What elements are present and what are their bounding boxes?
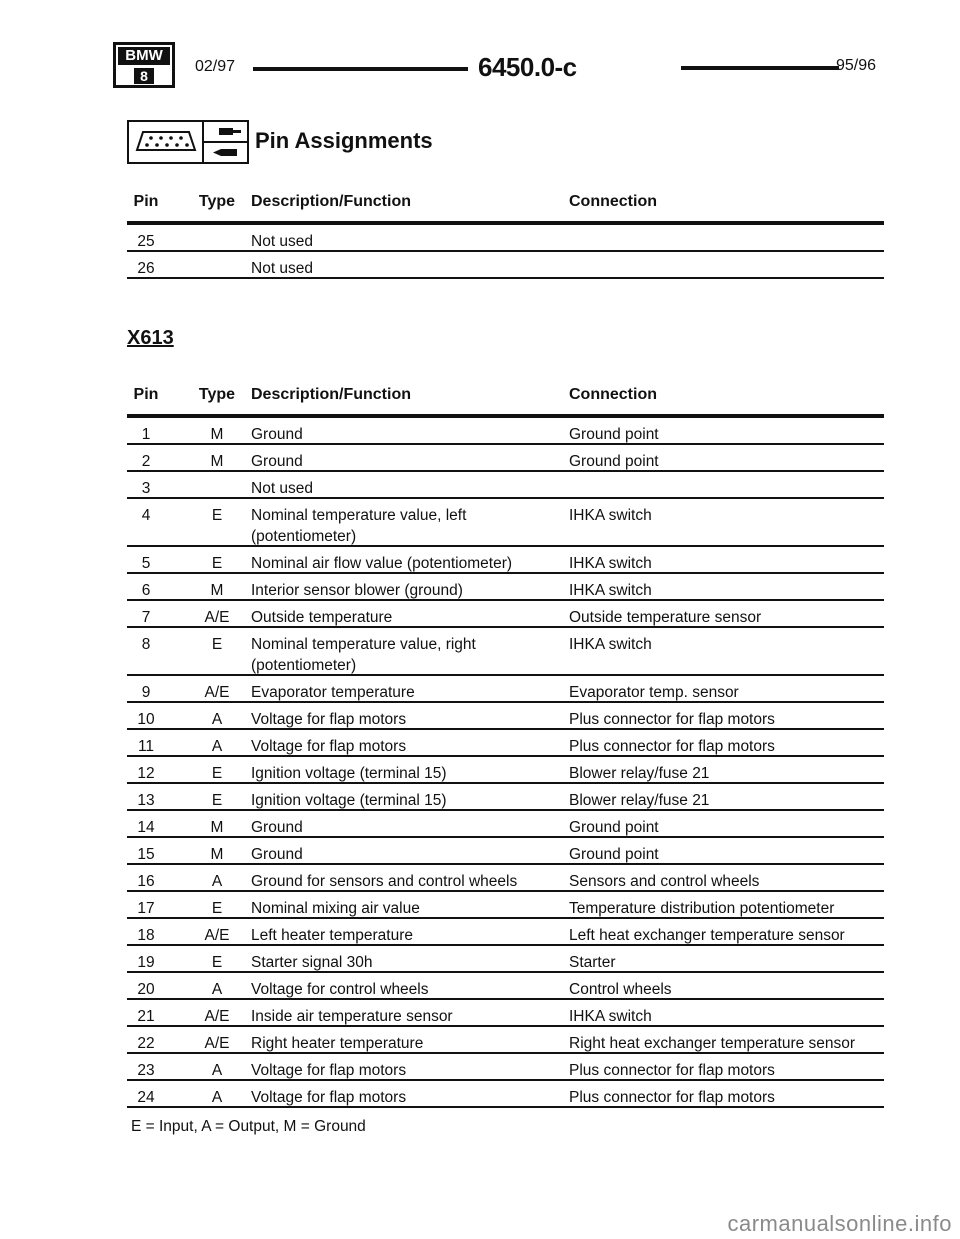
col-pin: Pin xyxy=(133,193,159,210)
description-cell: Voltage for flap motors xyxy=(251,1062,407,1079)
type-cell: E xyxy=(211,954,223,971)
description-cell: Voltage for flap motors xyxy=(251,1089,407,1106)
table-row xyxy=(127,919,884,946)
pin-cell: 21 xyxy=(137,1008,155,1025)
description-cell: Nominal mixing air value xyxy=(251,900,420,917)
table-row xyxy=(127,601,884,628)
pin-cell: 23 xyxy=(137,1062,155,1079)
table-row xyxy=(127,418,884,445)
table-body xyxy=(127,418,884,1108)
description-cell: Outside temperature xyxy=(251,609,393,626)
connection-cell: Ground point xyxy=(569,426,659,443)
type-cell: A/E xyxy=(204,1035,230,1052)
type-cell: A xyxy=(211,1062,223,1079)
col-connection: Connection xyxy=(569,386,657,403)
type-legend: E = Input, A = Output, M = Ground xyxy=(131,1118,366,1135)
connector-icon xyxy=(131,122,201,162)
type-cell: E xyxy=(211,765,223,782)
description-cell: Nominal temperature value, left xyxy=(251,507,467,524)
connection-cell: Sensors and control wheels xyxy=(569,873,760,890)
pin-cell: 2 xyxy=(141,453,151,470)
table-row xyxy=(127,811,884,838)
table-row xyxy=(127,1000,884,1027)
pin-cell: 9 xyxy=(141,684,151,701)
description-cell: Nominal temperature value, right xyxy=(251,636,476,653)
table-header xyxy=(127,386,884,414)
table-row xyxy=(127,1027,884,1054)
section-icon-box xyxy=(127,120,249,164)
page-header xyxy=(113,40,876,90)
type-cell: M xyxy=(210,426,224,443)
col-description: Description/Function xyxy=(251,193,411,210)
pin-cell: 15 xyxy=(137,846,155,863)
description-cell-line2: (potentiometer) xyxy=(251,528,357,545)
pin-cell: 19 xyxy=(137,954,155,971)
connection-cell: Ground point xyxy=(569,846,659,863)
type-cell: A xyxy=(211,738,223,755)
description-cell: Nominal air flow value (potentiometer) xyxy=(251,555,513,572)
description-cell: Not used xyxy=(251,260,314,277)
pin-cell: 13 xyxy=(137,792,155,809)
connection-cell: Evaporator temp. sensor xyxy=(569,684,739,701)
description-cell: Starter signal 30h xyxy=(251,954,373,971)
connector-title-x613: X613 xyxy=(127,327,174,349)
pin-cell: 16 xyxy=(137,873,155,890)
description-cell: Ground for sensors and control wheels xyxy=(251,873,518,890)
type-cell: E xyxy=(211,636,223,653)
table-row xyxy=(127,1054,884,1081)
table-body xyxy=(127,225,884,279)
connection-cell: IHKA switch xyxy=(569,507,652,524)
table-row xyxy=(127,676,884,703)
table-header xyxy=(127,193,884,221)
connection-cell: Blower relay/fuse 21 xyxy=(569,765,710,782)
pin-cell: 12 xyxy=(137,765,155,782)
type-cell: A xyxy=(211,1089,223,1106)
header-rule-right xyxy=(681,66,839,70)
description-cell: Ground xyxy=(251,819,303,836)
connection-cell: Ground point xyxy=(569,819,659,836)
type-cell: A xyxy=(211,711,223,728)
plug-icon xyxy=(204,122,247,162)
connection-cell: Blower relay/fuse 21 xyxy=(569,792,710,809)
type-cell: E xyxy=(211,900,223,917)
connection-cell: Control wheels xyxy=(569,981,672,998)
type-cell: A xyxy=(211,981,223,998)
table-row xyxy=(127,973,884,1000)
logo-bottom: 8 xyxy=(134,68,154,84)
pin-cell: 20 xyxy=(137,981,155,998)
pin-cell: 5 xyxy=(141,555,151,572)
description-cell: Voltage for control wheels xyxy=(251,981,429,998)
bmw-8-logo xyxy=(113,42,175,88)
pin-cell: 22 xyxy=(137,1035,155,1052)
header-rule-left xyxy=(253,67,468,71)
type-cell: E xyxy=(211,507,223,524)
connection-cell: Outside temperature sensor xyxy=(569,609,762,626)
table-row xyxy=(127,730,884,757)
table-row xyxy=(127,225,884,252)
pin-table-continued xyxy=(127,193,884,279)
connection-cell: IHKA switch xyxy=(569,636,652,653)
connection-cell: Left heat exchanger temperature sensor xyxy=(569,927,845,944)
type-cell: A/E xyxy=(204,1008,230,1025)
connection-cell: Plus connector for flap motors xyxy=(569,1089,775,1106)
pin-cell: 10 xyxy=(137,711,155,728)
watermark: carmanualsonline.info xyxy=(727,1211,952,1236)
type-cell: M xyxy=(210,846,224,863)
connection-cell: Right heat exchanger temperature sensor xyxy=(569,1035,856,1052)
pin-cell: 1 xyxy=(141,426,151,443)
header-date: 02/97 xyxy=(195,58,236,75)
table-row xyxy=(127,628,884,676)
description-cell: Not used xyxy=(251,233,314,250)
description-cell: Evaporator temperature xyxy=(251,684,415,701)
doc-number: 6450.0-c xyxy=(478,52,577,82)
description-cell: Ground xyxy=(251,426,303,443)
model-year: 95/96 xyxy=(835,57,876,74)
description-cell: Ignition voltage (terminal 15) xyxy=(251,765,447,782)
connection-cell: IHKA switch xyxy=(569,555,652,572)
description-cell: Ground xyxy=(251,846,303,863)
table-row xyxy=(127,865,884,892)
table-row xyxy=(127,784,884,811)
type-cell: E xyxy=(211,555,223,572)
pin-cell: 25 xyxy=(137,233,155,250)
pin-cell: 14 xyxy=(137,819,155,836)
col-type: Type xyxy=(198,193,236,210)
description-cell: Ignition voltage (terminal 15) xyxy=(251,792,447,809)
description-cell: Ground xyxy=(251,453,303,470)
table-row xyxy=(127,757,884,784)
pin-cell: 7 xyxy=(141,609,151,626)
description-cell-line2: (potentiometer) xyxy=(251,657,357,674)
pin-cell: 3 xyxy=(141,480,151,497)
description-cell: Voltage for flap motors xyxy=(251,711,407,728)
table-row xyxy=(127,1081,884,1108)
table-row xyxy=(127,703,884,730)
description-cell: Interior sensor blower (ground) xyxy=(251,582,463,599)
table-row xyxy=(127,499,884,547)
table-row xyxy=(127,574,884,601)
connection-cell: Starter xyxy=(569,954,616,971)
type-cell: E xyxy=(211,792,223,809)
connection-cell: Plus connector for flap motors xyxy=(569,711,775,728)
type-cell: A/E xyxy=(204,684,230,701)
pin-cell: 26 xyxy=(137,260,155,277)
connection-cell: IHKA switch xyxy=(569,1008,652,1025)
pin-cell: 8 xyxy=(141,636,151,653)
table-row xyxy=(127,252,884,279)
type-cell: A/E xyxy=(204,927,230,944)
description-cell: Inside air temperature sensor xyxy=(251,1008,453,1025)
type-cell: A/E xyxy=(204,609,230,626)
description-cell: Voltage for flap motors xyxy=(251,738,407,755)
type-cell: M xyxy=(210,582,224,599)
table-row xyxy=(127,445,884,472)
type-cell: A xyxy=(211,873,223,890)
connection-cell: Plus connector for flap motors xyxy=(569,738,775,755)
logo-top: BMW xyxy=(118,47,170,65)
type-cell: M xyxy=(210,453,224,470)
col-type: Type xyxy=(198,386,236,403)
pin-cell: 17 xyxy=(137,900,155,917)
pin-cell: 24 xyxy=(137,1089,155,1106)
pin-cell: 6 xyxy=(141,582,151,599)
description-cell: Not used xyxy=(251,480,314,497)
pin-cell: 4 xyxy=(141,507,151,524)
description-cell: Left heater temperature xyxy=(251,927,413,944)
type-cell: M xyxy=(210,819,224,836)
pin-cell: 18 xyxy=(137,927,155,944)
table-row xyxy=(127,946,884,973)
table-row xyxy=(127,472,884,499)
table-row xyxy=(127,838,884,865)
connection-cell: Ground point xyxy=(569,453,659,470)
pin-table-x613 xyxy=(127,386,884,1108)
section-title: Pin Assignments xyxy=(255,128,433,153)
table-row xyxy=(127,892,884,919)
col-description: Description/Function xyxy=(251,386,411,403)
col-connection: Connection xyxy=(569,193,657,210)
connection-cell: IHKA switch xyxy=(569,582,652,599)
pin-cell: 11 xyxy=(137,738,155,755)
description-cell: Right heater temperature xyxy=(251,1035,424,1052)
table-row xyxy=(127,547,884,574)
connection-cell: Temperature distribution potentiometer xyxy=(569,900,835,917)
col-pin: Pin xyxy=(133,386,159,403)
connection-cell: Plus connector for flap motors xyxy=(569,1062,775,1079)
